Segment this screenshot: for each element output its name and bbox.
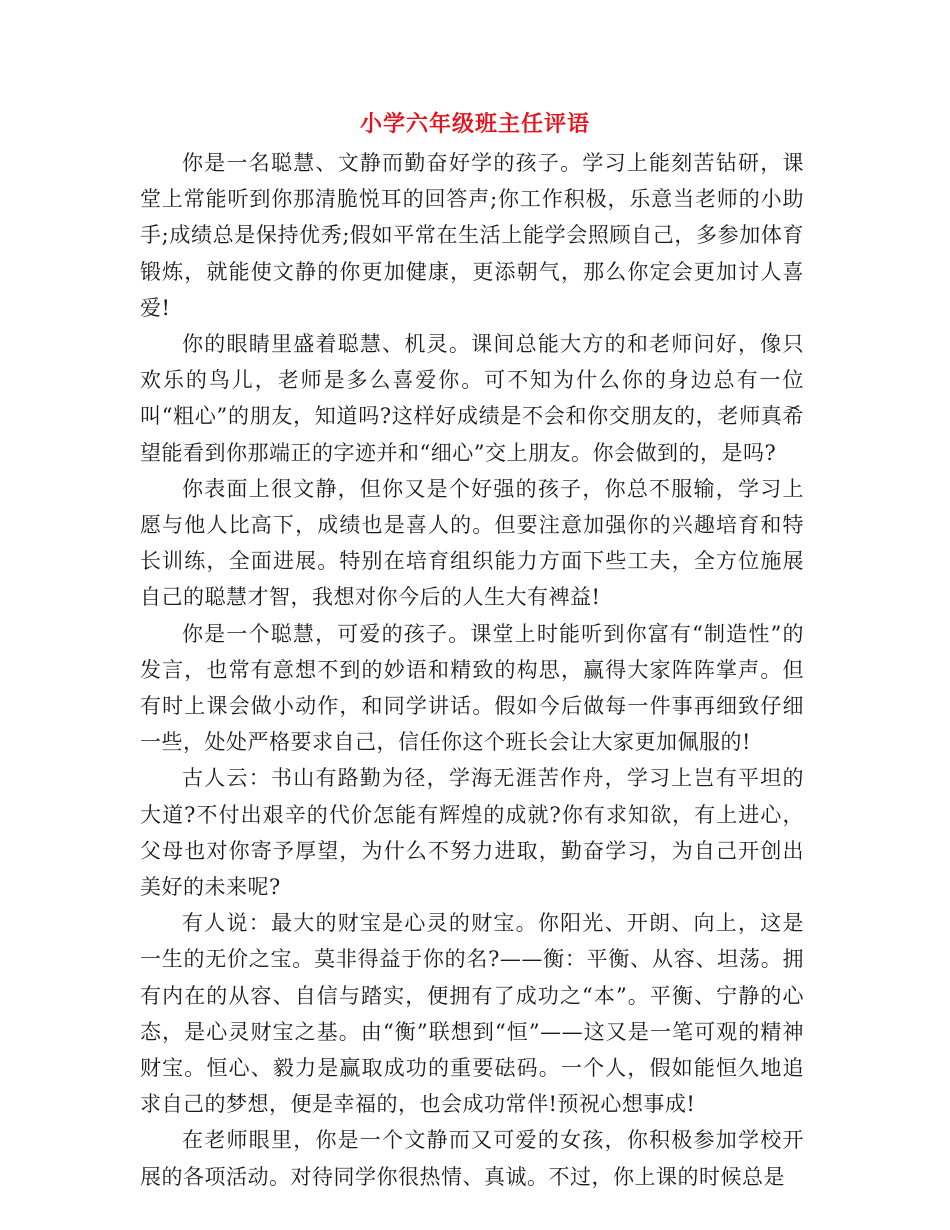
comment-paragraph-5: 古人云：书山有路勤为径，学海无涯苦作舟，学习上岂有平坦的大道?不付出艰辛的代价怎能有辉煌的成就?你有求知欲，有上进心，父母也对你寄予厚望，为什么不努力进取，勤奋学习，为自己开创出美好的未来呢?: [140, 766, 804, 900]
comment-paragraph-2: 你的眼睛里盛着聪慧、机灵。课间总能大方的和老师问好，像只欢乐的鸟儿，老师是多么喜爱你。可不知为什么你的身边总有一位叫“粗心”的朋友，知道吗?这样好成绩是不会和你交朋友的，老师真希望能看到你那端正的字迹并和“细心”交上朋友。你会做到的，是吗?: [140, 332, 804, 465]
comment-paragraph-1: 你是一名聪慧、文静而勤奋好学的孩子。学习上能刻苦钻研，课堂上常能听到你那清脆悦耳的回答声;你工作积极，乐意当老师的小助手;成绩总是保持优秀;假如平常在生活上能学会照顾自己，多参加体育锻炼，就能使文静的你更加健康，更添朝气，那么你定会更加讨人喜爱!: [140, 151, 804, 320]
comment-paragraph-6: 有人说：最大的财宝是心灵的财宝。你阳光、开朗、向上，这是一生的无价之宝。莫非得益于你的名?——衡：平衡、从容、坦荡。拥有内在的从容、自信与踏实，便拥有了成功之“本”。平衡、宁静的心态，是心灵财宝之基。由“衡”联想到“恒”——这又是一笔可观的精神财宝。恒心、毅力是赢取成功的重要砝码。一个人，假如能恒久地追求自己的梦想，便是幸福的，也会成功常伴!预祝心想事成!: [140, 911, 804, 1117]
document-body: [140, 145, 804, 1195]
comment-paragraph-3: 你表面上很文静，但你又是个好强的孩子，你总不服输，学习上愿与他人比高下，成绩也是喜人的。但要注意加强你的兴趣培育和特长训练，全面进展。特别在培育组织能力方面下些工夫，全方位施展自己的聪慧才智，我想对你今后的人生大有裨益!: [140, 476, 804, 610]
comment-paragraph-4: 你是一个聪慧，可爱的孩子。课堂上时能听到你富有“制造性”的发言，也常有意想不到的妙语和精致的构思，赢得大家阵阵掌声。但有时上课会做小动作，和同学讲话。假如今后做每一件事再细致仔细一些，处处严格要求自己，信任你这个班长会让大家更加佩服的!: [140, 621, 804, 755]
document-title: 小学六年级班主任评语: [359, 111, 590, 137]
comment-paragraph-7: 在老师眼里，你是一个文静而又可爱的女孩，你积极参加学校开展的各项活动。对待同学你很热情、真诚。不过，你上课的时候总是: [140, 1128, 804, 1189]
